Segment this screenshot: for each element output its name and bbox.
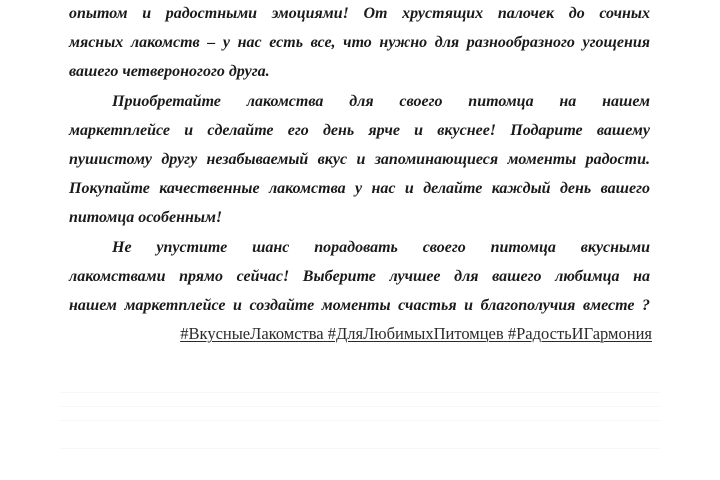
text-line: Покупайте качественные лакомства у нас и делайте каждый день вашего (69, 180, 650, 198)
text-line: маркетплейсе и сделайте его день ярче и вкуснее! Подарите вашему (69, 121, 650, 139)
text-line: опытом и радостными эмоциями! От хрустящих палочек до сочных (69, 5, 650, 22)
text-line: Не упустите шанс порадовать своего питомца вкусными (112, 238, 650, 256)
text-line: вашего четвероногого друга. (69, 63, 270, 81)
bleed-through-line (60, 406, 660, 407)
text-line: нашем маркетплейсе и создайте моменты счастья и благополучия вместе ? (69, 297, 650, 315)
text-line: Приобретайте лакомства для своего питомца на нашем (112, 92, 650, 110)
paragraph-call-to-action (69, 233, 650, 321)
text-line: пушистому другу незабываемый вкус и запоминающиеся моменты радости. (69, 151, 650, 169)
hashtag-joy-and-harmony[interactable]: #РадостьИГармония (507, 324, 652, 343)
text-line: мясных лакомств – у нас есть все, что нужно для разнообразного угощения (69, 34, 650, 52)
document-body (69, 0, 650, 320)
hashtag-line (168, 324, 652, 344)
bleed-through-line (60, 448, 660, 449)
hashtag-for-beloved-pets[interactable]: #ДляЛюбимыхПитомцев (327, 324, 504, 343)
text-line: питомца особенным! (69, 209, 223, 227)
bleed-through-line (60, 392, 660, 393)
paragraph-intro-tail (69, 0, 650, 87)
bleed-through-line (60, 420, 660, 421)
text-line: лакомствами прямо сейчас! Выберите лучшее для вашего любимца на (69, 267, 650, 285)
hashtag-tasty-treats[interactable]: #ВкусныеЛакомства (180, 324, 324, 343)
paragraph-buy-treats (69, 87, 650, 233)
